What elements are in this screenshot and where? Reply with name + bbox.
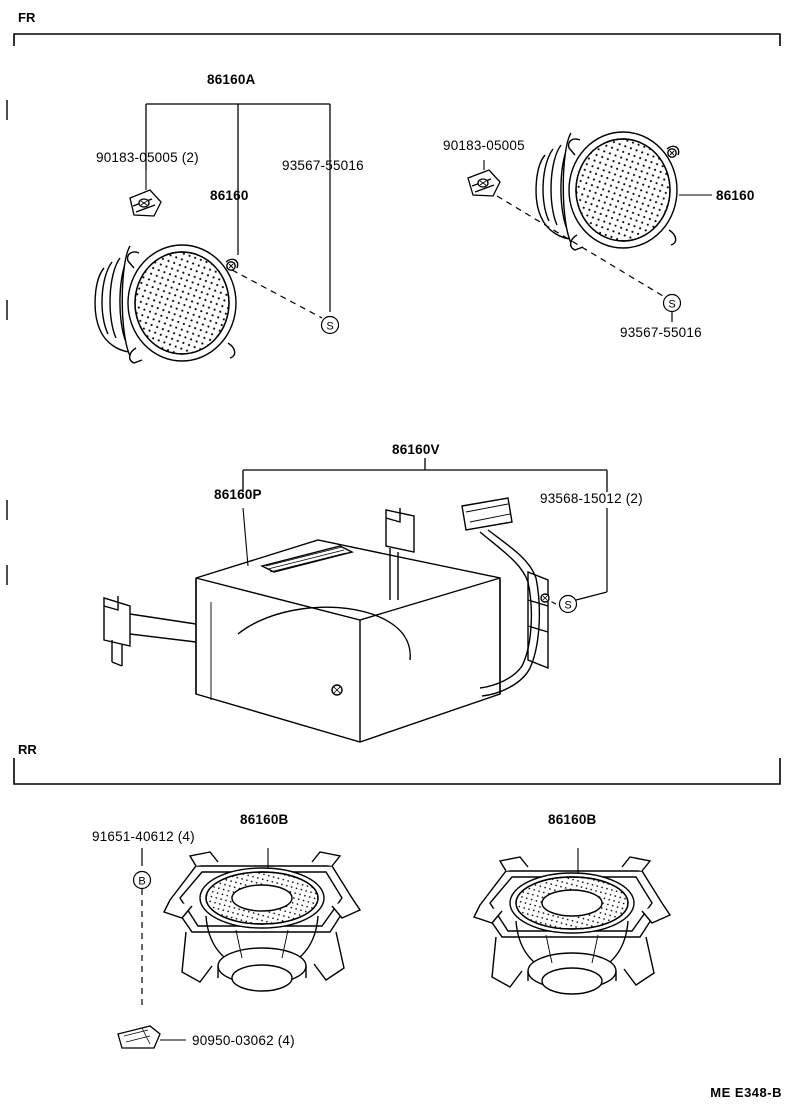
front-right-screw-part [468, 170, 500, 196]
amplifier-bolt-callout [548, 508, 607, 613]
front-left-speaker [95, 245, 238, 363]
label-rear-right-speaker: 86160B [548, 812, 597, 827]
rear-left-clip-part [118, 1026, 160, 1048]
svg-text:S: S [668, 298, 676, 311]
label-front-left-bracket: 86160A [207, 72, 256, 87]
label-rear-left-screw: 91651-40612 (4) [92, 829, 195, 844]
front-left-screw-part [130, 190, 161, 216]
amplifier-unit [104, 498, 549, 742]
label-rear-left-speaker: 86160B [240, 812, 289, 827]
rear-right-speaker [474, 857, 670, 994]
front-left-nut-callout [232, 158, 339, 334]
section-tag-front: FR [18, 10, 36, 25]
amplifier-unit-leader [243, 508, 248, 566]
svg-text:S: S [326, 320, 334, 333]
label-rear-left-clip: 90950-03062 (4) [192, 1033, 295, 1048]
svg-text:S: S [564, 599, 572, 612]
label-front-right-screw: 90183-05005 [443, 138, 525, 153]
label-amplifier-unit: 86160P [214, 487, 262, 502]
amplifier-bracket-86160V [243, 458, 607, 492]
svg-text:B: B [138, 875, 146, 888]
label-front-left-nut: 93567-55016 [282, 158, 364, 173]
diagram-code: ME E348-B [710, 1085, 782, 1100]
rear-left-speaker [164, 852, 360, 991]
label-front-right-nut: 93567-55016 [620, 325, 702, 340]
rear-left-screw-callout [134, 848, 151, 1010]
section-tag-rear: RR [18, 742, 37, 757]
label-amplifier-bolt: 93568-15012 (2) [540, 491, 643, 506]
label-front-right-speaker: 86160 [716, 188, 755, 203]
label-amplifier-assembly: 86160V [392, 442, 440, 457]
label-front-left-screw: 90183-05005 (2) [96, 150, 199, 165]
rear-section-frame [14, 758, 780, 784]
label-front-left-speaker: 86160 [210, 188, 249, 203]
front-section-frame [14, 34, 780, 46]
